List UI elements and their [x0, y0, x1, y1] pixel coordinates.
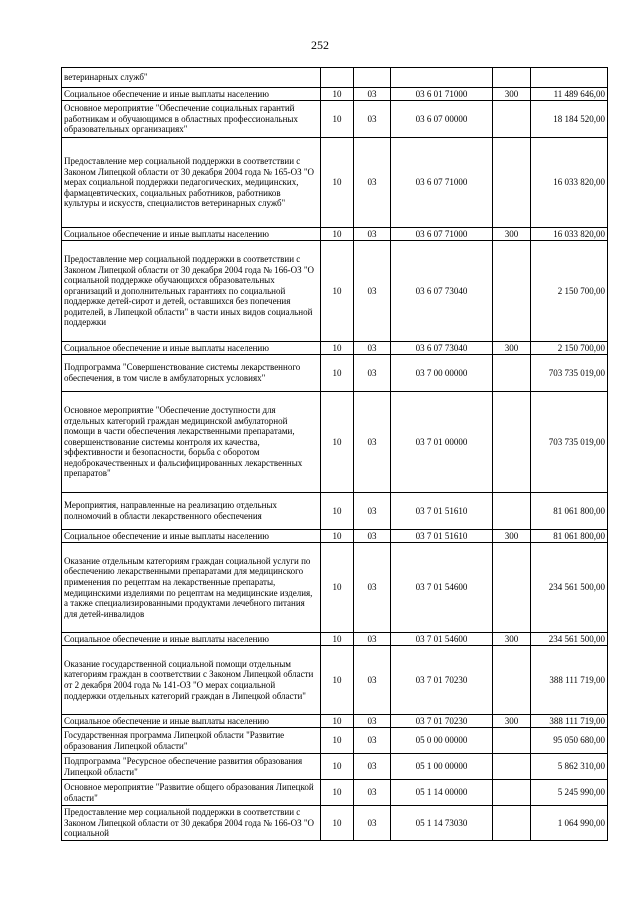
- name-cell: Подпрограмма "Ресурсное обеспечение развития образования Липецкой области": [62, 754, 321, 780]
- expense-type-cell: [493, 780, 531, 806]
- table-row: [62, 646, 608, 715]
- table-row: [62, 754, 608, 780]
- amount-cell: 16 033 820,00: [531, 228, 608, 241]
- target-article-cell: 03 7 01 70230: [391, 715, 493, 728]
- table-row: [62, 138, 608, 228]
- name-cell: Оказание отдельным категориям граждан социальной услуги по обеспечению лекарственными препаратами для медицинского применения по рецептам на лекарственные препараты, медицинскими изделиями по рецептам на медицинские изделия, а также специализированными продуктами лечебного питания для детей-инвалидов: [62, 543, 321, 633]
- name-cell: Предоставление мер социальной поддержки в соответствии с Законом Липецкой области от 30 декабря 2004 года № 166-ОЗ "О социальной поддержке обучающихся образовательных организаций и дополнительных гарантиях по социальной поддержке детей-сирот и детей, оставшихся без попечения родителей, в Липецкой области" в части иных видов социальной поддержки: [62, 241, 321, 342]
- expense-type-cell: 300: [493, 88, 531, 101]
- amount-cell: 2 150 700,00: [531, 342, 608, 355]
- table-row: [62, 68, 608, 88]
- table-row: [62, 392, 608, 493]
- name-cell: ветеринарных служб": [62, 68, 321, 88]
- target-article-cell: 03 6 07 73040: [391, 241, 493, 342]
- expense-type-cell: [493, 728, 531, 754]
- subsection-cell: 03: [354, 342, 391, 355]
- name-cell: Основное мероприятие "Обеспечение доступности для отдельных категорий граждан медицинской амбулаторной помощи в части обеспечения лекарственными препаратами, совершенствование системы контроля их качества, эффективности и безопасности, борьба с оборотом недоброкачественных и фальсифицированных лекарственных препаратов": [62, 392, 321, 493]
- section-cell: 10: [321, 342, 354, 355]
- amount-cell: 5 862 310,00: [531, 754, 608, 780]
- section-cell: 10: [321, 392, 354, 493]
- section-cell: 10: [321, 355, 354, 392]
- amount-cell: 2 150 700,00: [531, 241, 608, 342]
- table-row: [62, 355, 608, 392]
- name-cell: Предоставление мер социальной поддержки в соответствии с Законом Липецкой области от 30 декабря 2004 года № 166-ОЗ "О социальной: [62, 806, 321, 841]
- expense-type-cell: 300: [493, 530, 531, 543]
- target-article-cell: 03 7 01 54600: [391, 543, 493, 633]
- expense-type-cell: [493, 241, 531, 342]
- name-cell: Социальное обеспечение и иные выплаты населению: [62, 228, 321, 241]
- amount-cell: 234 561 500,00: [531, 633, 608, 646]
- expense-type-cell: 300: [493, 342, 531, 355]
- target-article-cell: 03 6 07 73040: [391, 342, 493, 355]
- name-cell: Основное мероприятие "Обеспечение социальных гарантий работникам и обучающимся в областных профессиональных образовательных организациях": [62, 101, 321, 138]
- section-cell: 10: [321, 715, 354, 728]
- expense-type-cell: [493, 138, 531, 228]
- table-row: [62, 342, 608, 355]
- target-article-cell: 03 6 07 00000: [391, 101, 493, 138]
- amount-cell: 11 489 646,00: [531, 88, 608, 101]
- expense-type-cell: [493, 68, 531, 88]
- amount-cell: 703 735 019,00: [531, 392, 608, 493]
- table-row: [62, 543, 608, 633]
- table-row: [62, 715, 608, 728]
- section-cell: 10: [321, 728, 354, 754]
- section-cell: 10: [321, 228, 354, 241]
- table-row: [62, 88, 608, 101]
- amount-cell: 95 050 680,00: [531, 728, 608, 754]
- section-cell: [321, 68, 354, 88]
- expense-type-cell: [493, 101, 531, 138]
- section-cell: 10: [321, 101, 354, 138]
- amount-cell: 388 111 719,00: [531, 646, 608, 715]
- name-cell: Социальное обеспечение и иные выплаты населению: [62, 88, 321, 101]
- subsection-cell: 03: [354, 392, 391, 493]
- subsection-cell: 03: [354, 780, 391, 806]
- subsection-cell: 03: [354, 493, 391, 530]
- subsection-cell: 03: [354, 88, 391, 101]
- subsection-cell: 03: [354, 355, 391, 392]
- subsection-cell: 03: [354, 101, 391, 138]
- amount-cell: [531, 68, 608, 88]
- table-row: [62, 806, 608, 841]
- amount-cell: 16 033 820,00: [531, 138, 608, 228]
- section-cell: 10: [321, 633, 354, 646]
- expense-type-cell: [493, 543, 531, 633]
- target-article-cell: 03 7 01 51610: [391, 530, 493, 543]
- target-article-cell: 03 7 01 70230: [391, 646, 493, 715]
- target-article-cell: 05 1 14 00000: [391, 780, 493, 806]
- section-cell: 10: [321, 646, 354, 715]
- section-cell: 10: [321, 806, 354, 841]
- section-cell: 10: [321, 543, 354, 633]
- section-cell: 10: [321, 241, 354, 342]
- subsection-cell: 03: [354, 806, 391, 841]
- amount-cell: 388 111 719,00: [531, 715, 608, 728]
- table-row: [62, 633, 608, 646]
- subsection-cell: [354, 68, 391, 88]
- target-article-cell: 03 6 07 71000: [391, 138, 493, 228]
- target-article-cell: 03 7 00 00000: [391, 355, 493, 392]
- table-row: [62, 101, 608, 138]
- expense-type-cell: [493, 493, 531, 530]
- table-row: [62, 241, 608, 342]
- expense-type-cell: [493, 806, 531, 841]
- amount-cell: 703 735 019,00: [531, 355, 608, 392]
- subsection-cell: 03: [354, 754, 391, 780]
- target-article-cell: 03 6 07 71000: [391, 228, 493, 241]
- table-row: [62, 780, 608, 806]
- amount-cell: 18 184 520,00: [531, 101, 608, 138]
- target-article-cell: 03 7 01 54600: [391, 633, 493, 646]
- target-article-cell: 05 0 00 00000: [391, 728, 493, 754]
- name-cell: Мероприятия, направленные на реализацию отдельных полномочий в области лекарственного обеспечения: [62, 493, 321, 530]
- amount-cell: 81 061 800,00: [531, 530, 608, 543]
- expense-type-cell: 300: [493, 715, 531, 728]
- table-row: [62, 728, 608, 754]
- subsection-cell: 03: [354, 228, 391, 241]
- name-cell: Социальное обеспечение и иные выплаты населению: [62, 342, 321, 355]
- subsection-cell: 03: [354, 646, 391, 715]
- target-article-cell: 05 1 14 73030: [391, 806, 493, 841]
- budget-table: [61, 67, 608, 841]
- section-cell: 10: [321, 780, 354, 806]
- subsection-cell: 03: [354, 633, 391, 646]
- subsection-cell: 03: [354, 241, 391, 342]
- name-cell: Предоставление мер социальной поддержки в соответствии с Законом Липецкой области от 30 декабря 2004 года № 165-ОЗ "О мерах социальной поддержки педагогических, медицинских, фармацевтических, социальных работников, работников культуры и искусств, специалистов ветеринарных служб": [62, 138, 321, 228]
- name-cell: Социальное обеспечение и иные выплаты населению: [62, 633, 321, 646]
- expense-type-cell: [493, 392, 531, 493]
- amount-cell: 5 245 990,00: [531, 780, 608, 806]
- table-row: [62, 228, 608, 241]
- amount-cell: 1 064 990,00: [531, 806, 608, 841]
- expense-type-cell: [493, 355, 531, 392]
- name-cell: Социальное обеспечение и иные выплаты населению: [62, 715, 321, 728]
- expense-type-cell: 300: [493, 228, 531, 241]
- page-number: 252: [311, 38, 329, 52]
- expense-type-cell: [493, 646, 531, 715]
- subsection-cell: 03: [354, 138, 391, 228]
- section-cell: 10: [321, 493, 354, 530]
- section-cell: 10: [321, 754, 354, 780]
- target-article-cell: 05 1 00 00000: [391, 754, 493, 780]
- section-cell: 10: [321, 138, 354, 228]
- table-row: [62, 493, 608, 530]
- subsection-cell: 03: [354, 715, 391, 728]
- section-cell: 10: [321, 530, 354, 543]
- name-cell: Подпрограмма "Совершенствование системы лекарственного обеспечения, в том числе в амбулаторных условиях": [62, 355, 321, 392]
- name-cell: Оказание государственной социальной помощи отдельным категориям граждан в соответствии с Законом Липецкой области от 2 декабря 2004 года № 141-ОЗ "О мерах социальной поддержки отдельных категорий граждан в Липецкой области": [62, 646, 321, 715]
- table-row: [62, 530, 608, 543]
- subsection-cell: 03: [354, 530, 391, 543]
- budget-table-body: [62, 68, 608, 841]
- expense-type-cell: 300: [493, 633, 531, 646]
- subsection-cell: 03: [354, 728, 391, 754]
- name-cell: Социальное обеспечение и иные выплаты населению: [62, 530, 321, 543]
- amount-cell: 234 561 500,00: [531, 543, 608, 633]
- name-cell: Основное мероприятие "Развитие общего образования Липецкой области": [62, 780, 321, 806]
- subsection-cell: 03: [354, 543, 391, 633]
- amount-cell: 81 061 800,00: [531, 493, 608, 530]
- target-article-cell: 03 7 01 51610: [391, 493, 493, 530]
- name-cell: Государственная программа Липецкой области "Развитие образования Липецкой области": [62, 728, 321, 754]
- section-cell: 10: [321, 88, 354, 101]
- target-article-cell: 03 6 01 71000: [391, 88, 493, 101]
- target-article-cell: 03 7 01 00000: [391, 392, 493, 493]
- target-article-cell: [391, 68, 493, 88]
- expense-type-cell: [493, 754, 531, 780]
